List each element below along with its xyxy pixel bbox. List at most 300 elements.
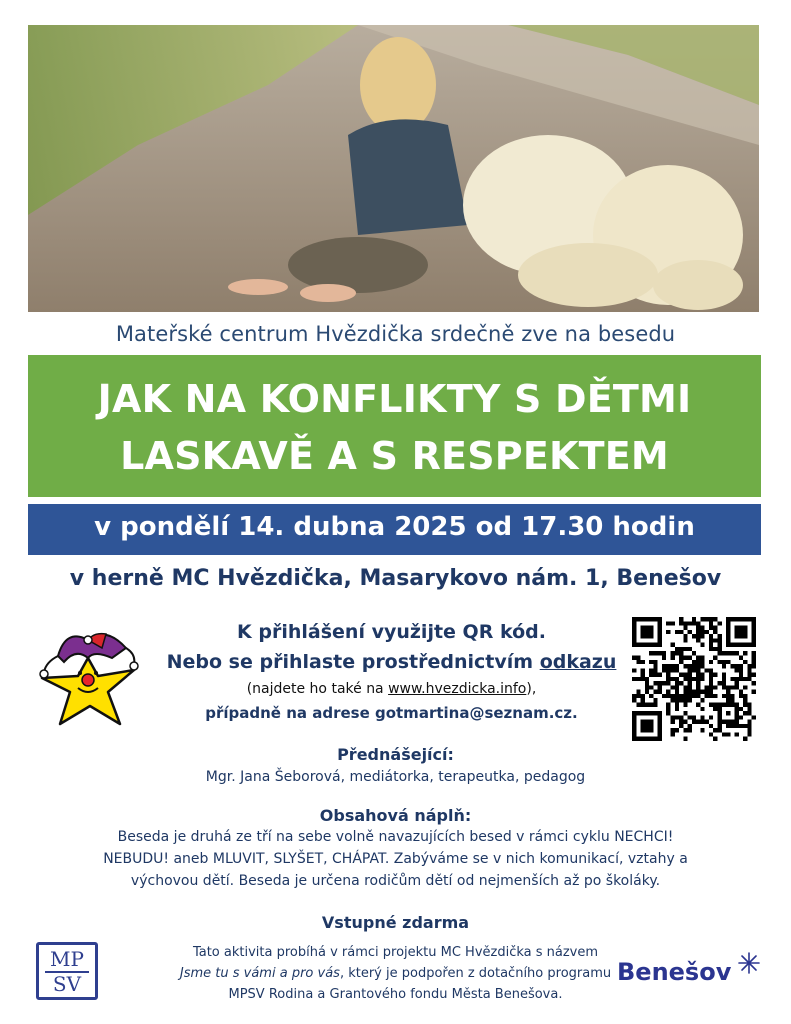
qr-module	[653, 673, 657, 677]
qr-module	[726, 698, 730, 702]
qr-module	[718, 651, 722, 655]
qr-module	[739, 694, 743, 698]
intro-text: Mateřské centrum Hvězdička srdečně zve na besedu	[115, 322, 676, 346]
qr-module	[696, 634, 700, 638]
qr-module	[670, 677, 674, 681]
qr-module	[696, 720, 700, 724]
qr-module	[666, 621, 670, 625]
qr-module	[666, 707, 670, 711]
content-heading: Obsahová náplň:	[319, 806, 472, 825]
qr-module	[713, 707, 717, 711]
qr-module	[692, 651, 696, 655]
qr-module	[675, 681, 679, 685]
qr-module	[692, 720, 696, 724]
qr-module	[700, 707, 704, 711]
qr-module	[641, 673, 645, 677]
qr-module	[709, 621, 713, 625]
qr-module	[658, 685, 662, 689]
qr-module	[709, 634, 713, 638]
qr-module	[683, 685, 687, 689]
date-line: v pondělí 14. dubna 2025 od 17.30 hodin	[94, 512, 695, 542]
qr-module	[700, 617, 704, 621]
qr-module	[683, 647, 687, 651]
qr-module	[670, 728, 674, 732]
qr-module	[653, 660, 657, 664]
qr-module	[713, 647, 717, 651]
qr-module	[709, 732, 713, 736]
qr-module	[747, 732, 751, 736]
content-text	[0, 826, 791, 892]
qr-module	[700, 720, 704, 724]
qr-module	[735, 651, 739, 655]
qr-module	[709, 647, 713, 651]
mpsv-logo-top: MP	[50, 947, 84, 971]
qr-module	[675, 703, 679, 707]
qr-module	[683, 711, 687, 715]
qr-module	[722, 681, 726, 685]
qr-module	[709, 673, 713, 677]
qr-module	[713, 630, 717, 634]
qr-module	[718, 638, 722, 642]
qr-module	[718, 681, 722, 685]
qr-module	[683, 638, 687, 642]
qr-module	[688, 685, 692, 689]
qr-module	[683, 626, 687, 630]
qr-module	[718, 621, 722, 625]
qr-module	[709, 681, 713, 685]
qr-module	[692, 668, 696, 672]
qr-module	[735, 626, 748, 639]
qr-module	[726, 651, 730, 655]
qr-module	[743, 651, 747, 655]
qr-module	[692, 677, 696, 681]
qr-module	[743, 677, 747, 681]
qr-module	[688, 728, 692, 732]
qr-module	[735, 664, 739, 668]
qr-module	[692, 664, 696, 668]
registration-link[interactable]: odkazu	[539, 651, 617, 673]
qr-module	[636, 703, 640, 707]
qr-module	[688, 630, 692, 634]
entry-fee: Vstupné zdarma	[321, 913, 470, 932]
qr-module	[709, 724, 713, 728]
registration-link-prefix: Nebo se přihlaste prostřednictvím	[166, 651, 540, 673]
qr-module	[700, 673, 704, 677]
qr-module	[632, 694, 636, 698]
qr-module	[743, 694, 747, 698]
qr-module	[743, 660, 747, 664]
title-line-1: JAK NA KONFLIKTY S DĚTMI	[97, 377, 692, 421]
title-line-2: LASKAVĚ A S RESPEKTEM	[120, 434, 669, 478]
qr-module	[735, 685, 739, 689]
qr-module	[726, 694, 730, 698]
qr-module	[666, 681, 670, 685]
qr-module	[632, 668, 636, 672]
qr-module	[700, 715, 704, 719]
qr-module	[709, 638, 713, 642]
qr-module	[726, 724, 730, 728]
qr-module	[700, 728, 704, 732]
qr-module	[688, 677, 692, 681]
qr-module	[692, 715, 696, 719]
qr-module	[743, 711, 747, 715]
qr-module	[653, 690, 657, 694]
qr-module	[696, 621, 700, 625]
qr-module	[696, 638, 700, 642]
qr-module	[700, 626, 704, 630]
qr-module	[713, 685, 717, 689]
qr-module	[653, 698, 657, 702]
qr-module	[670, 651, 674, 655]
qr-module	[735, 677, 739, 681]
lecturer-heading: Přednášející:	[337, 745, 454, 764]
qr-module	[718, 724, 722, 728]
qr-module	[722, 673, 726, 677]
qr-module	[747, 703, 751, 707]
qr-module	[670, 694, 674, 698]
qr-module	[692, 694, 696, 698]
venue-line: v herně MC Hvězdička, Masarykovo nám. 1, Benešov	[69, 566, 722, 591]
qr-module	[713, 638, 717, 642]
qr-module	[670, 668, 674, 672]
qr-code[interactable]	[632, 617, 756, 741]
qr-module	[747, 728, 751, 732]
qr-module	[696, 673, 700, 677]
qr-module	[743, 703, 747, 707]
qr-module	[683, 720, 687, 724]
qr-module	[739, 664, 743, 668]
qr-module	[688, 673, 692, 677]
qr-module	[649, 668, 653, 672]
qr-module	[735, 732, 739, 736]
qr-module	[683, 694, 687, 698]
qr-module	[722, 732, 726, 736]
qr-module	[658, 651, 662, 655]
hero-photo	[28, 25, 759, 312]
qr-module	[696, 660, 700, 664]
qr-module	[675, 707, 679, 711]
qr-module	[636, 690, 640, 694]
qr-module	[752, 681, 756, 685]
qr-module	[722, 660, 726, 664]
qr-module	[752, 673, 756, 677]
qr-module	[713, 737, 717, 741]
qr-module	[675, 668, 679, 672]
qr-module	[718, 728, 722, 732]
qr-module	[700, 664, 704, 668]
qr-module	[641, 694, 645, 698]
qr-module	[641, 720, 654, 733]
qr-module	[675, 694, 679, 698]
qr-module	[683, 728, 687, 732]
qr-module	[645, 703, 649, 707]
qr-module	[688, 621, 692, 625]
qr-module	[747, 673, 751, 677]
qr-module	[688, 715, 692, 719]
qr-module	[735, 724, 739, 728]
qr-module	[730, 694, 734, 698]
qr-module	[692, 690, 696, 694]
qr-module	[709, 703, 713, 707]
qr-module	[666, 694, 670, 698]
qr-module	[645, 690, 649, 694]
qr-module	[688, 681, 692, 685]
qr-module	[636, 694, 640, 698]
qr-module	[683, 690, 687, 694]
qr-module	[688, 724, 692, 728]
qr-module	[722, 664, 726, 668]
qr-module	[670, 732, 674, 736]
qr-module	[705, 630, 709, 634]
qr-module	[743, 737, 747, 741]
qr-module	[679, 724, 683, 728]
qr-module	[696, 685, 700, 689]
qr-module	[743, 724, 747, 728]
qr-module	[679, 720, 683, 724]
qr-module	[666, 673, 670, 677]
qr-module	[641, 626, 654, 639]
qr-module	[747, 668, 751, 672]
qr-module	[739, 707, 743, 711]
qr-module	[713, 728, 717, 732]
qr-module	[709, 660, 713, 664]
qr-module	[683, 634, 687, 638]
qr-code-icon	[632, 617, 756, 741]
qr-module	[679, 630, 683, 634]
qr-module	[696, 694, 700, 698]
qr-module	[722, 677, 726, 681]
qr-module	[670, 715, 674, 719]
qr-module	[696, 626, 700, 630]
qr-module	[658, 681, 662, 685]
qr-module	[722, 694, 726, 698]
qr-module	[726, 685, 730, 689]
qr-module	[666, 677, 670, 681]
qr-module	[730, 651, 734, 655]
email-line: případně na adrese gotmartina@seznam.cz.	[205, 704, 578, 722]
qr-module	[709, 690, 713, 694]
qr-module	[662, 694, 666, 698]
qr-module	[718, 647, 722, 651]
qr-module	[722, 651, 726, 655]
qr-module	[743, 685, 747, 689]
qr-module	[752, 660, 756, 664]
qr-module	[700, 660, 704, 664]
content-line: výchovou dětí. Beseda je určena rodičům dětí od nejmenších až po školáky.	[130, 873, 661, 889]
child-with-teddy-photo	[28, 25, 759, 312]
qr-module	[696, 664, 700, 668]
qr-module	[726, 711, 730, 715]
qr-module	[705, 694, 709, 698]
qr-module	[709, 617, 713, 621]
qr-module	[743, 698, 747, 702]
qr-module	[739, 715, 743, 719]
qr-module	[670, 685, 674, 689]
qr-module	[641, 698, 645, 702]
qr-module	[675, 647, 679, 651]
qr-module	[688, 655, 692, 659]
qr-module	[739, 724, 743, 728]
qr-module	[679, 715, 683, 719]
qr-module	[683, 737, 687, 741]
qr-module	[662, 664, 666, 668]
qr-module	[641, 677, 645, 681]
qr-module	[726, 690, 730, 694]
qr-module	[662, 668, 666, 672]
title-banner	[28, 355, 761, 497]
qr-module	[747, 720, 751, 724]
qr-module	[739, 655, 743, 659]
qr-module	[700, 690, 704, 694]
qr-module	[747, 711, 751, 715]
content-line: Beseda je druhá ze tří na sebe volně navazujících besed v rámci cyklu NECHCI!	[117, 829, 674, 845]
qr-module	[700, 630, 704, 634]
qr-module	[675, 698, 679, 702]
qr-module	[700, 655, 704, 659]
qr-module	[636, 655, 640, 659]
qr-module	[679, 673, 683, 677]
qr-module	[739, 690, 743, 694]
qr-module	[735, 668, 739, 672]
qr-module	[683, 703, 687, 707]
qr-module	[696, 668, 700, 672]
mpsv-logo-bottom: SV	[52, 972, 82, 996]
qr-module	[705, 685, 709, 689]
qr-module	[670, 720, 674, 724]
qr-module	[675, 685, 679, 689]
qr-module	[700, 634, 704, 638]
qr-module	[649, 660, 653, 664]
qr-module	[666, 664, 670, 668]
qr-module	[713, 703, 717, 707]
qr-module	[675, 690, 679, 694]
qr-module	[700, 677, 704, 681]
qr-module	[653, 703, 657, 707]
qr-module	[718, 634, 722, 638]
qr-module	[632, 698, 636, 702]
qr-module	[666, 630, 670, 634]
qr-module	[688, 690, 692, 694]
qr-module	[670, 621, 674, 625]
website-prefix: (najdete ho také na	[246, 681, 389, 697]
qr-module	[649, 694, 653, 698]
qr-module	[636, 677, 640, 681]
qr-module	[675, 715, 679, 719]
lecturer-text: Mgr. Jana Šeborová, mediátorka, terapeutka, pedagog	[205, 769, 586, 785]
qr-module	[666, 690, 670, 694]
qr-module	[730, 724, 734, 728]
qr-module	[709, 685, 713, 689]
qr-module	[683, 673, 687, 677]
qr-module	[649, 703, 653, 707]
qr-module	[645, 681, 649, 685]
qr-module	[726, 660, 730, 664]
qr-module	[641, 660, 645, 664]
qr-module	[688, 698, 692, 702]
qr-module	[705, 617, 709, 621]
qr-module	[679, 655, 683, 659]
qr-module	[632, 655, 636, 659]
qr-module	[692, 634, 696, 638]
qr-module	[675, 664, 679, 668]
qr-module	[649, 651, 653, 655]
qr-module	[641, 668, 645, 672]
qr-module	[679, 647, 683, 651]
qr-module	[692, 621, 696, 625]
qr-module	[666, 668, 670, 672]
qr-module	[683, 698, 687, 702]
qr-module	[679, 621, 683, 625]
qr-module	[679, 660, 683, 664]
qr-module	[705, 690, 709, 694]
date-banner	[28, 504, 761, 555]
qr-module	[713, 626, 717, 630]
qr-module	[713, 655, 717, 659]
qr-module	[670, 664, 674, 668]
qr-module	[645, 685, 649, 689]
qr-module	[649, 673, 653, 677]
qr-module	[683, 664, 687, 668]
qr-module	[683, 677, 687, 681]
qr-module	[730, 698, 734, 702]
qr-module	[696, 690, 700, 694]
qr-module	[709, 694, 713, 698]
qr-module	[692, 617, 696, 621]
qr-module	[696, 677, 700, 681]
qr-module	[709, 677, 713, 681]
qr-module	[747, 707, 751, 711]
qr-module	[679, 698, 683, 702]
qr-module	[709, 715, 713, 719]
qr-module	[709, 643, 713, 647]
website-link[interactable]: www.hvezdicka.info	[388, 681, 527, 697]
qr-module	[662, 651, 666, 655]
qr-module	[675, 651, 679, 655]
qr-module	[649, 685, 653, 689]
qr-module	[636, 660, 640, 664]
qr-module	[713, 694, 717, 698]
qr-module	[730, 664, 734, 668]
qr-module	[705, 668, 709, 672]
qr-module	[662, 655, 666, 659]
footer-line: Tato aktivita probíhá v rámci projektu MC Hvězdička s názvem	[192, 945, 599, 960]
qr-module	[700, 698, 704, 702]
qr-module	[653, 681, 657, 685]
qr-module	[675, 630, 679, 634]
qr-module	[632, 677, 636, 681]
qr-module	[679, 617, 683, 621]
qr-module	[696, 655, 700, 659]
qr-module	[726, 732, 730, 736]
content-line: NEBUDU! aneb MLUVIT, SLYŠET, CHÁPAT. Zabýváme se v nich komunikací, vztahy a	[103, 851, 688, 867]
benesov-logo-text: Benešov	[617, 958, 732, 986]
qr-module	[718, 660, 722, 664]
qr-module	[658, 673, 662, 677]
qr-module	[679, 681, 683, 685]
qr-module	[718, 643, 722, 647]
qr-module	[653, 668, 657, 672]
qr-module	[747, 677, 751, 681]
project-name: Jsme tu s vámi a pro vás	[179, 966, 340, 981]
qr-module	[739, 673, 743, 677]
qr-module	[675, 677, 679, 681]
registration-qr-line: K přihlášení využijte QR kód.	[237, 621, 546, 643]
qr-module	[696, 681, 700, 685]
website-suffix: ),	[526, 681, 537, 697]
qr-module	[658, 690, 662, 694]
qr-module	[670, 643, 674, 647]
qr-module	[675, 728, 679, 732]
